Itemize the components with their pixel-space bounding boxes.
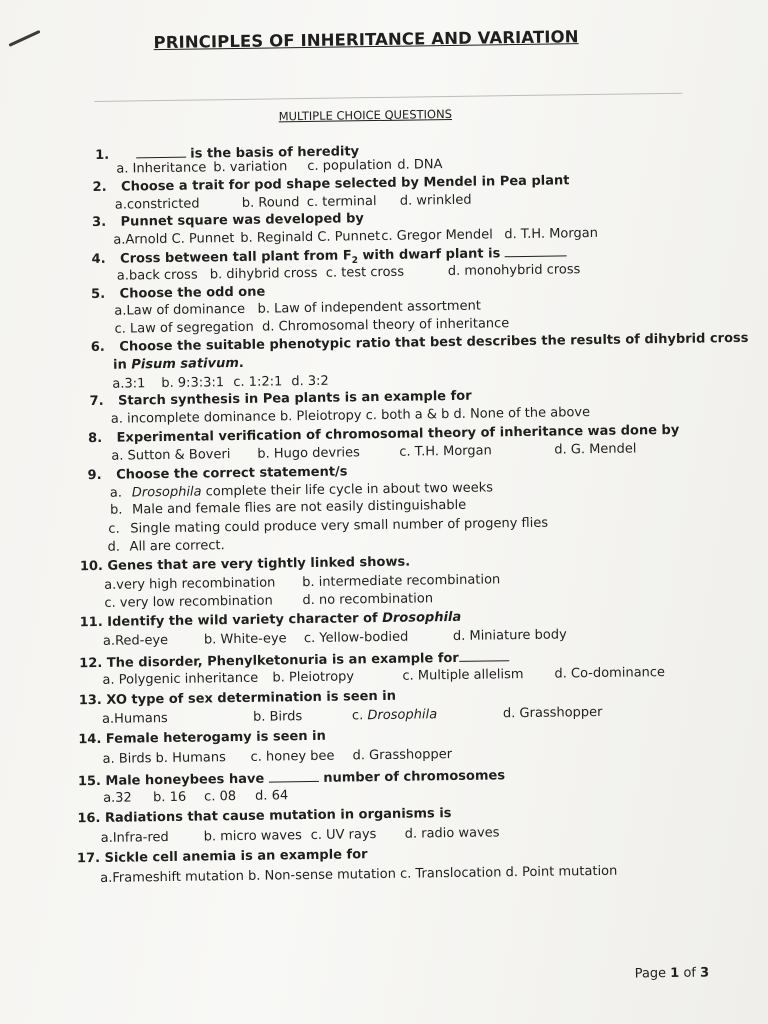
- question-2-option-c: c. terminal: [306, 194, 377, 210]
- question-3-option-d: d. T.H. Morgan: [504, 225, 599, 243]
- question-10: [80, 555, 410, 575]
- page-number: Page 1 of 3: [634, 965, 710, 982]
- question-text: Choose the odd one: [119, 284, 266, 302]
- question-13-option-c: c. Drosophila: [351, 707, 438, 724]
- question-14-option-c: c. honey bee: [250, 748, 335, 765]
- question-9: [88, 464, 348, 483]
- answer-blank: [136, 145, 186, 159]
- question-number: 16.: [77, 810, 101, 827]
- question-13-option-a: a.Humans: [101, 710, 168, 727]
- question-text: is the basis of heredity: [185, 144, 360, 162]
- question-5: [91, 285, 265, 302]
- question-10-option-c: c. very low recombination: [104, 593, 273, 611]
- question-14-option-d: d. Grasshopper: [352, 747, 453, 764]
- question-14-option-ab: a. Birds b. Humans: [102, 750, 226, 767]
- question-17-options: a.Frameshift mutation b. Non-sense mutation c. Translocation d. Point mutation: [100, 863, 618, 886]
- question-number: 6.: [90, 339, 105, 356]
- question-3: [92, 211, 364, 230]
- question-text-continued: with dwarf plant is: [357, 246, 501, 264]
- question-11: [80, 610, 462, 630]
- question-9-statement-c: c. Single mating could produce very small number of progeny flies: [108, 515, 549, 537]
- question-2-option-a: a.constricted: [114, 196, 200, 213]
- species-name: Pisum sativum: [131, 355, 239, 373]
- question-13-option-b: b. Birds: [252, 709, 303, 725]
- question-16: [77, 806, 451, 826]
- question-4-option-b: b. dihybrid cross: [209, 265, 318, 283]
- page-title: PRINCIPLES OF INHERITANCE AND VARIATION: [153, 27, 579, 53]
- question-15-option-c: c. 08: [204, 789, 237, 805]
- question-text: Experimental verification of chromosomal theory of inheritance was done by: [116, 422, 680, 446]
- question-text: Sickle cell anemia is an example for: [104, 847, 368, 866]
- question-text: Choose the correct statement/s: [116, 464, 348, 483]
- question-9-statement-d: d. All are correct.: [107, 538, 225, 555]
- question-1-option-a: a. Inheritance: [116, 160, 207, 177]
- question-1-option-d: d. DNA: [397, 157, 443, 173]
- question-11-option-b: b. White-eye: [203, 631, 287, 648]
- question-12-option-d: d. Co-dominance: [554, 665, 666, 682]
- question-number: 1.: [95, 147, 110, 163]
- question-15-option-b: b. 16: [153, 789, 187, 806]
- question-11-option-d: d. Miniature body: [452, 627, 567, 644]
- question-number: 3.: [91, 214, 107, 230]
- question-6-continued: in Pisum sativum.: [112, 355, 244, 373]
- question-11-option-c: c. Yellow-bodied: [303, 629, 409, 647]
- question-17: [77, 847, 368, 866]
- question-number: 5.: [90, 286, 106, 303]
- question-6-option-c: c. 1:2:1: [233, 374, 283, 391]
- question-text: XO type of sex determination is seen in: [106, 688, 397, 708]
- question-text: Choose a trait for pod shape selected by Mendel in Pea plant: [121, 173, 570, 195]
- question-12-option-a: a. Polygenic inheritance: [102, 670, 259, 688]
- question-8-option-a: a. Sutton & Boveri: [111, 447, 231, 464]
- question-3-option-c: c. Gregor Mendel: [381, 227, 493, 244]
- question-15-option-d: d. 64: [255, 788, 289, 804]
- pen-stroke-mark: [8, 30, 40, 47]
- question-6-option-b: b. 9:3:3:1: [161, 375, 225, 392]
- question-13: [79, 689, 396, 708]
- question-number: 8.: [88, 430, 103, 447]
- question-text: Cross between tall plant from F: [120, 248, 352, 267]
- question-15: [78, 766, 505, 789]
- question-7: [89, 389, 471, 409]
- question-10-option-a: a.very high recombination: [104, 575, 276, 593]
- question-3-option-b: b. Reginald C. Punnet: [240, 228, 381, 246]
- answer-blank: [459, 648, 509, 662]
- question-text: Identify the wild variety character of: [107, 610, 383, 630]
- question-16-option-c: c. UV rays: [310, 827, 377, 843]
- answer-blank: [269, 769, 319, 783]
- question-8-option-b: b. Hugo devries: [257, 445, 360, 462]
- question-text: Punnet square was developed by: [120, 211, 364, 230]
- section-subtitle: MULTIPLE CHOICE QUESTIONS: [278, 106, 453, 124]
- question-15-option-a: a.32: [103, 790, 132, 806]
- question-text: Choose the suitable phenotypic ratio that best describes the results of dihybrid cross: [119, 330, 749, 355]
- question-10-option-b: b. intermediate recombination: [302, 572, 501, 591]
- subscript: 2: [351, 255, 359, 266]
- question-9-statement-a: a. Drosophila complete their life cycle in about two weeks: [109, 480, 494, 501]
- question-14: [78, 729, 326, 747]
- question-1-option-c: c. population: [307, 157, 393, 174]
- answer-blank: [505, 243, 567, 257]
- question-number: 13.: [78, 692, 102, 709]
- question-text-continued: number of chromosomes: [318, 768, 506, 786]
- question-16-option-b: b. micro waves: [203, 828, 302, 845]
- question-10-option-d: d. no recombination: [302, 591, 434, 609]
- question-text: Genes that are very tightly linked shows.: [107, 554, 411, 574]
- question-2-option-b: b. Round: [241, 195, 300, 211]
- question-8-option-c: c. T.H. Morgan: [399, 443, 492, 460]
- question-5-options-line-1: a.Law of dominance b. Law of independent assortment: [114, 298, 481, 319]
- question-4-option-d: d. monohybrid cross: [447, 262, 581, 280]
- question-4-option-c: c. test cross: [325, 264, 405, 281]
- question-text: Starch synthesis in Pea plants is an example for: [118, 388, 472, 409]
- question-number: 15.: [77, 773, 102, 790]
- question-text: Female heterogamy is seen in: [105, 728, 326, 747]
- question-6-option-d: d. 3:2: [291, 373, 329, 390]
- question-number: 14.: [78, 731, 102, 748]
- question-12-option-c: c. Multiple allelism: [402, 667, 524, 684]
- question-text: The disorder, Phenylketonuria is an example for: [106, 650, 459, 671]
- question-text: Radiations that cause mutation in organisms is: [104, 806, 452, 826]
- question-2: [93, 173, 570, 195]
- question-3-option-a: a.Arnold C. Punnet: [113, 231, 235, 248]
- question-number: 17.: [76, 850, 101, 867]
- question-number: 12.: [79, 655, 103, 672]
- question-16-option-d: d. radio waves: [404, 825, 500, 842]
- question-number: 9.: [87, 467, 102, 484]
- question-8-option-d: d. G. Mendel: [554, 441, 637, 458]
- question-11-option-a: a.Red-eye: [102, 632, 169, 649]
- question-4-option-a: a.back cross: [116, 267, 198, 284]
- question-16-option-a: a.Infra-red: [100, 829, 169, 846]
- question-6-option-a: a.3:1: [112, 376, 146, 392]
- question-number: 7.: [89, 393, 104, 410]
- species-name: Drosophila: [382, 609, 462, 626]
- question-9-statement-b: b. Male and female flies are not easily distinguishable: [110, 497, 467, 518]
- header-divider: [94, 93, 682, 102]
- question-text: Male honeybees have: [105, 771, 265, 789]
- question-7-options: a. incomplete dominance b. Pleiotropy c. both a & b d. None of the above: [110, 405, 591, 427]
- question-2-option-d: d. wrinkled: [399, 192, 472, 209]
- question-number: 2.: [92, 179, 107, 195]
- question-1-option-b: b. variation: [213, 159, 288, 176]
- question-number: 11.: [79, 614, 103, 631]
- question-5-options-line-2: c. Law of segregation d. Chromosomal theory of inheritance: [114, 316, 510, 337]
- question-13-option-d: d. Grasshopper: [502, 704, 603, 722]
- question-12-option-b: b. Pleiotropy: [272, 669, 355, 686]
- question-number: 10.: [79, 558, 104, 575]
- question-number: 4.: [91, 251, 106, 268]
